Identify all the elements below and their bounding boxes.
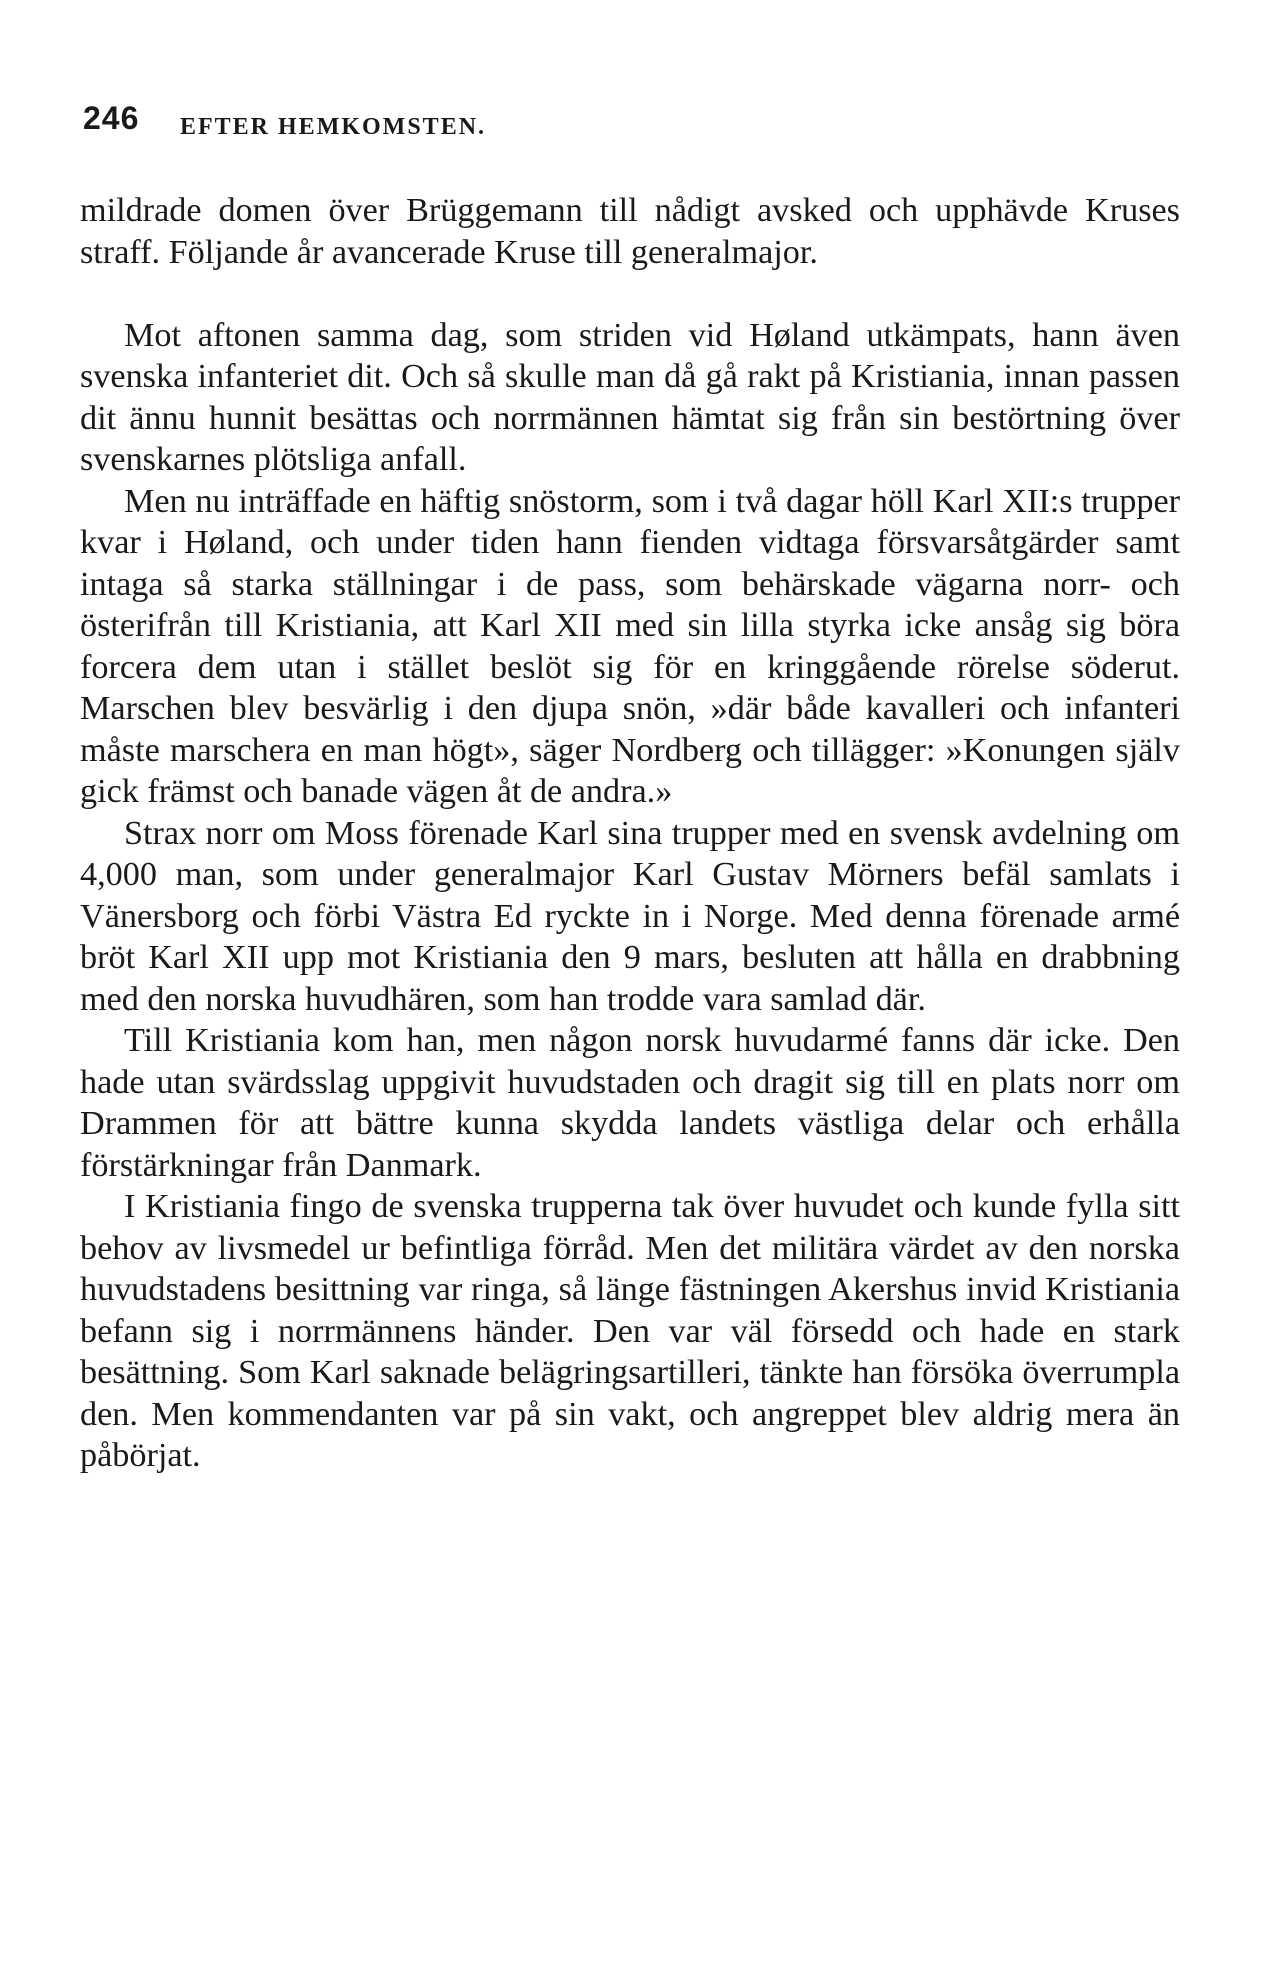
paragraph: mildrade domen över Brüggemann till nådigt avsked och upphävde Kruses straff. Följande år avancerade Kruse till generalmajor. [80, 192, 1180, 271]
paragraph: I Kristiania fingo de svenska trupperna tak över huvudet och kunde fylla sitt behov av livsmedel ur befintliga förråd. Men det militära värdet av den norska huvudstadens besittning var ringa, så länge fästningen Akershus invid Kristiania befann sig i norrmännens händer. Den var väl försedd och hade en stark besättning. Som Karl saknade belägringsartilleri, tänkte han försöka överrumpla den. Men kommendanten var på sin vakt, och angreppet blev aldrig mera än påbörjat. [80, 1188, 1180, 1474]
paragraph: Strax norr om Moss förenade Karl sina trupper med en svensk avdelning om 4,000 man, som under generalmajor Karl Gustav Mörners befäl samlats i Vänersborg och förbi Västra Ed ryckte in i Norge. Med denna förenade armé bröt Karl XII upp mot Kristiania den 9 mars, besluten att hålla en drabbning med den norska huvudhären, som han trodde vara samlad där. [80, 814, 1180, 1018]
body-text [80, 190, 1180, 1477]
page-number: 246 [83, 100, 140, 136]
page-header [80, 100, 1180, 160]
book-page [80, 100, 1180, 1477]
paragraph: Till Kristiania kom han, men någon norsk huvudarmé fanns där icke. Den hade utan svärdsslag uppgivit huvudstaden och dragit sig till en plats norr om Drammen för att bättre kunna skydda landets västliga delar och erhålla förstärkningar från Danmark. [80, 1022, 1180, 1184]
paragraph: Men nu inträffade en häftig snöstorm, som i två dagar höll Karl XII:s trupper kvar i Høland, och under tiden hann fienden vidtaga försvarsåtgärder samt intaga så starka ställningar i de pass, som behärskade vägarna norr- och österifrån till Kristiania, att Karl XII med sin lilla styrka icke ansåg sig böra forcera dem utan i stället beslöt sig för en kringgående rörelse söderut. Marschen blev besvärlig i den djupa snön, »där både kavalleri och infanteri måste marschera en man högt», säger Nordberg och tillägger: »Konungen själv gick främst och banade vägen åt de andra.» [80, 482, 1180, 810]
running-head: EFTER HEMKOMSTEN. [180, 114, 487, 140]
paragraph: Mot aftonen samma dag, som striden vid Høland utkämpats, hann även svenska infanteriet dit. Och så skulle man då gå rakt på Kristiania, innan passen dit ännu hunnit besättas och norrmännen hämtat sig från sin bestörtning över svenskarnes plötsliga anfall. [80, 316, 1180, 478]
